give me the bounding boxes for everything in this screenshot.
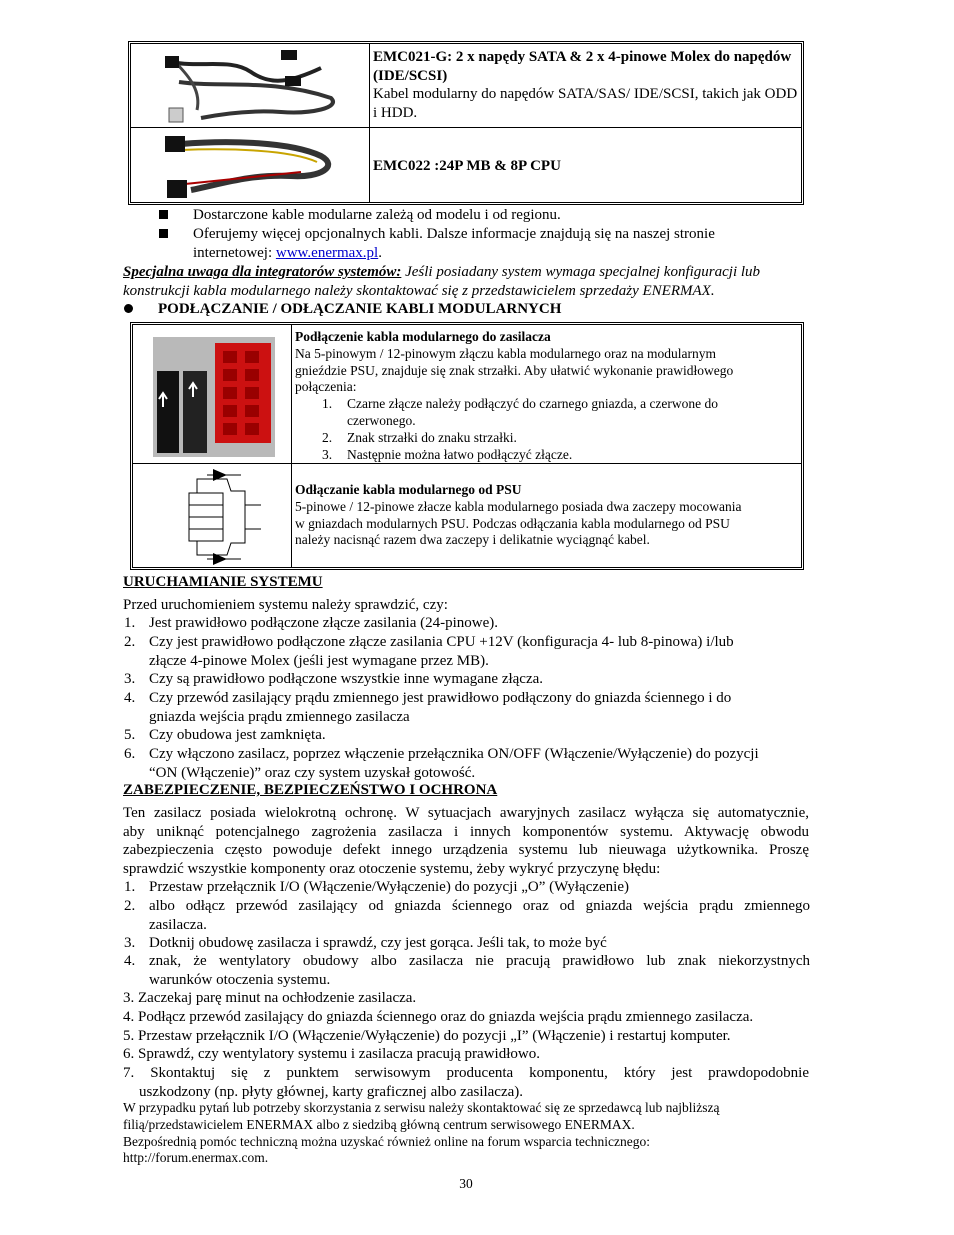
protection-heading: ZABEZPIECZENIE, BEZPIECZEŃSTWO I OCHRONA (123, 782, 498, 798)
footer-notes: W przypadku pytań lub potrzeby skorzystania z serwisu należy skontaktować się ze sprzedawcą lub najbliższą filią/przedstawicielem ENERMAX albo z siedzibą główną centrum serwisowego ENERMAX. Bezpośrednią pomóc techniczną można uzyskać również online na forum wsparcia technicznego: http://forum.enermax.com. (123, 1100, 823, 1167)
protection-step-7: 7. Skontaktuj się z punktem serwisowym producenta komponentu, który jest prawdopodobnie uszkodzony (np. płyty głównej, karty graficznej albo zasilacza). (123, 1065, 809, 1100)
emc021-title: EMC021-G: 2 x napędy SATA & 2 x 4-pinowe Molex do napędów (IDE/SCSI) (373, 49, 792, 84)
startup-item-6: 6. Czy włączono zasilacz, poprzez włączenie przełącznika ON/OFF (Włączenie/Wyłączenie) do pozycji “ON (Włączenie)” oraz czy system uzyskał gotowość. (124, 746, 759, 781)
emc022-title: EMC022 :24P MB & 8P CPU (373, 158, 561, 174)
forum-url: http://forum.enermax.com. (123, 1150, 269, 1166)
special-note-line2: konstrukcji kabla modularnego należy skontaktować się z przedstawicielem sprzedaży ENERMAX. (123, 283, 715, 299)
sata-molex-cable-image (161, 48, 341, 126)
special-note-label: Specjalna uwaga dla integratorów systemów: (123, 264, 402, 280)
connect-title: Podłączenie kabla modularnego do zasilacza (295, 329, 551, 344)
startup-item-2: 2. Czy jest prawidłowo podłączone złącze zasilania CPU +12V (konfiguracja 4- lub 8-pinowa) i/lub złącze 4-pinowe Molex (jeśli jest wymagane przez MB). (124, 634, 734, 669)
note-optional-cables: Oferujemy więcej opcjonalnych kabli. Dalsze informacje znajdują się na naszej stronie (193, 226, 715, 242)
protection-step-4: 4. Podłącz przewód zasilający do gniazda ściennego oraz do gniazda wejścia prądu zmiennego zasilacza. (123, 1009, 754, 1025)
emc021-description: Kabel modularny do napędów SATA/SAS/ IDE/SCSI, takich jak ODD i HDD. (373, 86, 798, 121)
round-bullet-icon (124, 304, 133, 313)
startup-item-1: 1. Jest prawidłowo podłączone złącze zasilania (24-pinowe). (124, 615, 499, 631)
startup-item-5: 5. Czy obudowa jest zamknięta. (124, 727, 326, 743)
cable-table (128, 41, 804, 205)
page-number: 30 (459, 1176, 473, 1191)
enermax-website-link[interactable]: www.enermax.pl (275, 245, 379, 261)
special-note: Specjalna uwaga dla integratorów systemów: Jeśli posiadany system wymaga specjalnej konfiguracji lub (123, 264, 761, 280)
note-cables-depend: Dostarczone kable modularne zależą od modelu i od regionu. (193, 207, 561, 223)
startup-intro: Przed uruchomieniem systemu należy sprawdzić, czy: (123, 597, 448, 613)
mb-cpu-cable-image (161, 132, 341, 202)
note-website-line: internetowej: www.enermax.pl. (193, 245, 382, 261)
protection-item-3: 3. Dotknij obudowę zasilacza i sprawdź, czy jest gorąca. Jeśli tak, to może być (124, 935, 607, 951)
protection-item-1: 1. Przestaw przełącznik I/O (Włączenie/Wyłączenie) do pozycji „O” (Wyłączenie) (124, 879, 629, 895)
protection-step-6: 6. Sprawdź, czy wentylatory systemu i zasilacza pracują prawidłowo. (123, 1046, 540, 1062)
connect-heading: PODŁĄCZANIE / ODŁĄCZANIE KABLI MODULARNYCH (158, 301, 562, 317)
protection-step-3: 3. Zaczekaj parę minut na ochłodzenie zasilacza. (123, 990, 417, 1006)
square-bullet-icon (159, 210, 168, 219)
protection-paragraph: Ten zasilacz posiada wielokrotną ochronę. W sytuacjach awaryjnych zasilacz wyłącza się automatycznie, aby uniknąć potencjalnego zagrożenia zasilacza i innych komponentów systemu. Aktywację obwodu zabezpieczenia często powoduje defekt innego urządzenia systemu lub nieuwaga użytkownika. Proszę sprawdzić wszystkie komponenty oraz otoczenie systemu, żeby wykryć przyczynę błędu: (123, 805, 809, 877)
disconnect-title: Odłączanie kabla modularnego od PSU (295, 482, 522, 497)
protection-item-2: 2. albo odłącz przewód zasilający od gniazda ściennego oraz od gniazda wejścia prądu zmiennego zasilacza. (124, 898, 810, 933)
connect-table: Podłączenie kabla modularnego do zasilacza Na 5-pinowym / 12-pinowym złączu kabla modularnego oraz na modularnym gnieździe PSU, znajduje się znak strzałki. Aby ułatwić wykonanie prawidłowego połączenia: 1. Czarne złącze należy podłączyć do czarnego gniazda, a czerwone do czerwonego. 2. Znak strzałki do znaku strzałki. 3. Następnie można łatwo podłączyć złącze. Odłączanie kabla modularnego od PSU 5-pinowe / 12-pinowe złacze kabla modularnego posiada dwa zaczepy mocowania w gniazdach modularnych PSU. Podczas odłączania kabla modularnego od PSU należy nacisnąć razem dwa zaczepy i delikatnie wyciągnąć kabel. (130, 322, 804, 570)
protection-item-4: 4. znak, że wentylatory obudowy albo zasilacza nie pracują prawidłowo lub znak niekorzystnych warunków otoczenia systemu. (124, 953, 810, 988)
connector-latch-diagram (183, 469, 263, 565)
startup-item-3: 3. Czy są prawidłowo podłączone wszystkie inne wymagane złącza. (124, 671, 544, 687)
connector-photo (153, 337, 275, 457)
protection-step-5: 5. Przestaw przełącznik I/O (Włączenie/Wyłączenie) do pozycji „I” (Włączenie) i restartuj komputer. (123, 1028, 731, 1044)
square-bullet-icon (159, 229, 168, 238)
startup-item-4: 4. Czy przewód zasilający prądu zmiennego jest prawidłowo podłączony do gniazda ściennego i do gniazda wejścia prądu zmiennego zasilacza (124, 690, 732, 725)
startup-heading: URUCHAMIANIE SYSTEMU (123, 574, 323, 590)
